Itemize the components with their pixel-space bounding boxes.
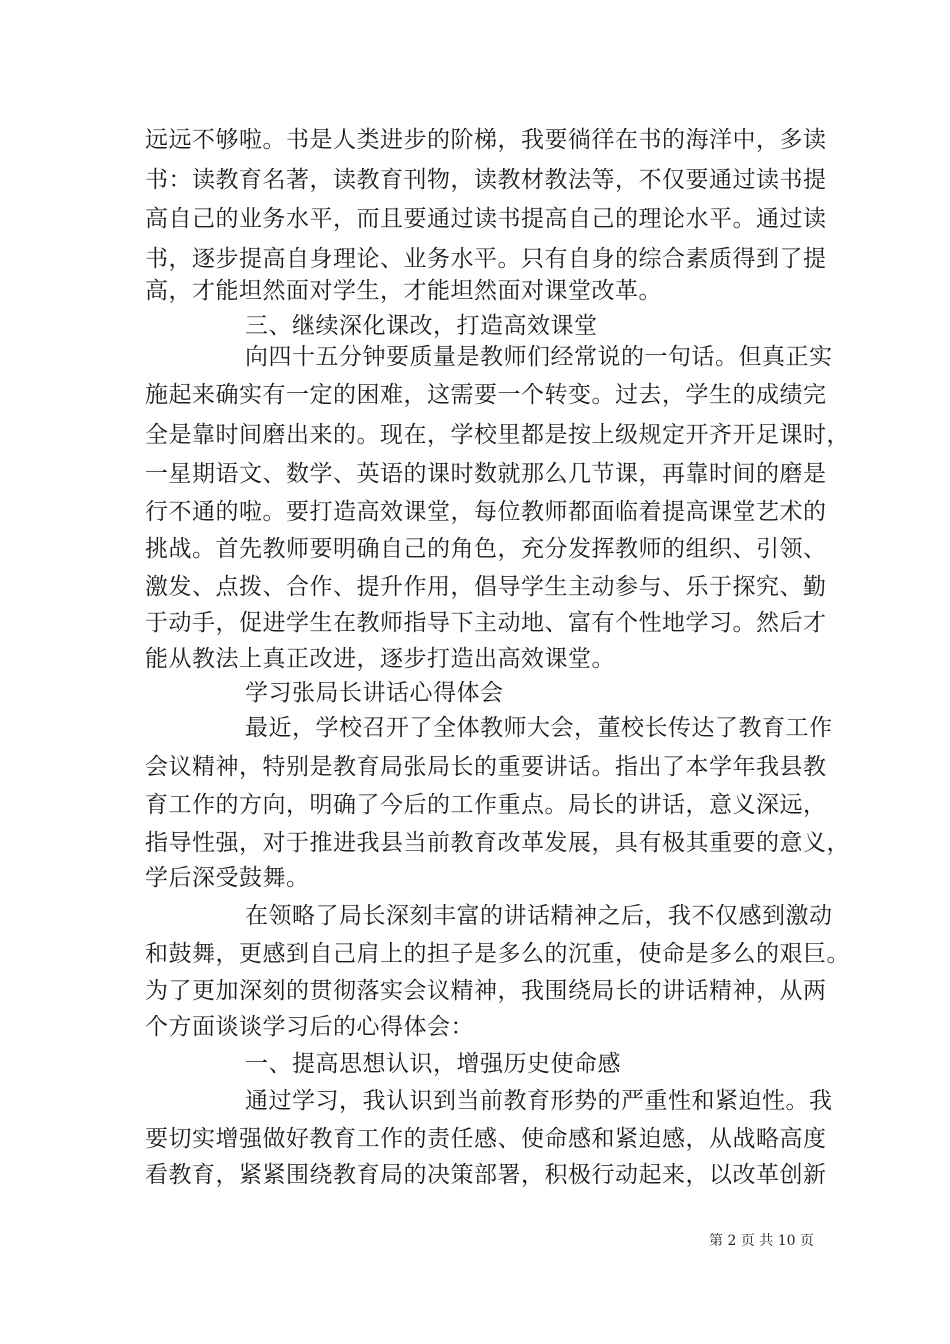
text-line: 看教育，紧紧围绕教育局的决策部署，积极行动起来，以改革创新	[145, 1162, 827, 1188]
text-line: 高，才能坦然面对学生，才能坦然面对课堂改革。	[145, 278, 662, 304]
text-line: 学后深受鼓舞。	[145, 865, 310, 891]
text-line: 行不通的啦。要打造高效课堂，每位教师都面临着提高课堂艺术的	[145, 499, 827, 525]
text-line: 挑战。首先教师要明确自己的角色，充分发挥教师的组织、引领、	[145, 536, 827, 562]
text-line: 为了更加深刻的贯彻落实会议精神，我围绕局长的讲话精神，从两	[145, 978, 827, 1004]
text-line: 远远不够啦。书是人类进步的阶梯，我要徜徉在书的海洋中，多读	[145, 127, 827, 153]
section-heading: 三、继续深化课改，打造高效课堂	[245, 313, 598, 339]
text-line: 育工作的方向，明确了今后的工作重点。局长的讲话，意义深远，	[145, 792, 827, 818]
text-line: 个方面谈谈学习后的心得体会：	[145, 1014, 474, 1040]
text-line: 施起来确实有一定的困难，这需要一个转变。过去，学生的成绩完	[145, 382, 827, 408]
text-line: 一星期语文、数学、英语的课时数就那么几节课，再靠时间的磨是	[145, 461, 827, 487]
text-line: 高自己的业务水平，而且要通过读书提高自己的理论水平。通过读	[145, 206, 827, 232]
paragraph-first-line: 最近，学校召开了全体教师大会，董校长传达了教育工作	[245, 715, 833, 741]
text-line: 指导性强，对于推进我县当前教育改革发展，具有极其重要的意义，	[145, 830, 850, 856]
page-number: 第 2 页 共 10 页	[709, 1233, 814, 1249]
text-line: 激发、点拨、合作、提升作用，倡导学生主动参与、乐于探究、勤	[145, 574, 827, 600]
paragraph-first-line: 在领略了局长深刻丰富的讲话精神之后，我不仅感到激动	[245, 903, 833, 929]
text-line: 要切实增强做好教育工作的责任感、使命感和紧迫感，从战略高度	[145, 1126, 827, 1152]
paragraph-first-line: 向四十五分钟要质量是教师们经常说的一句话。但真正实	[245, 344, 833, 370]
text-line: 能从教法上真正改进，逐步打造出高效课堂。	[145, 646, 615, 672]
article-title: 学习张局长讲话心得体会	[245, 680, 504, 706]
text-line: 书：读教育名著，读教育刊物，读教材教法等，不仅要通过读书提	[145, 167, 827, 193]
text-line: 于动手，促进学生在教师指导下主动地、富有个性地学习。然后才	[145, 610, 827, 636]
text-line: 会议精神，特别是教育局张局长的重要讲话。指出了本学年我县教	[145, 754, 827, 780]
text-line: 和鼓舞，更感到自己肩上的担子是多么的沉重，使命是多么的艰巨。	[145, 941, 850, 967]
paragraph-first-line: 通过学习，我认识到当前教育形势的严重性和紧迫性。我	[245, 1088, 833, 1114]
text-line: 全是靠时间磨出来的。现在，学校里都是按上级规定开齐开足课时，	[145, 422, 850, 448]
text-line: 书，逐步提高自身理论、业务水平。只有自身的综合素质得到了提	[145, 246, 827, 272]
section-heading: 一、提高思想认识，增强历史使命感	[245, 1051, 621, 1077]
